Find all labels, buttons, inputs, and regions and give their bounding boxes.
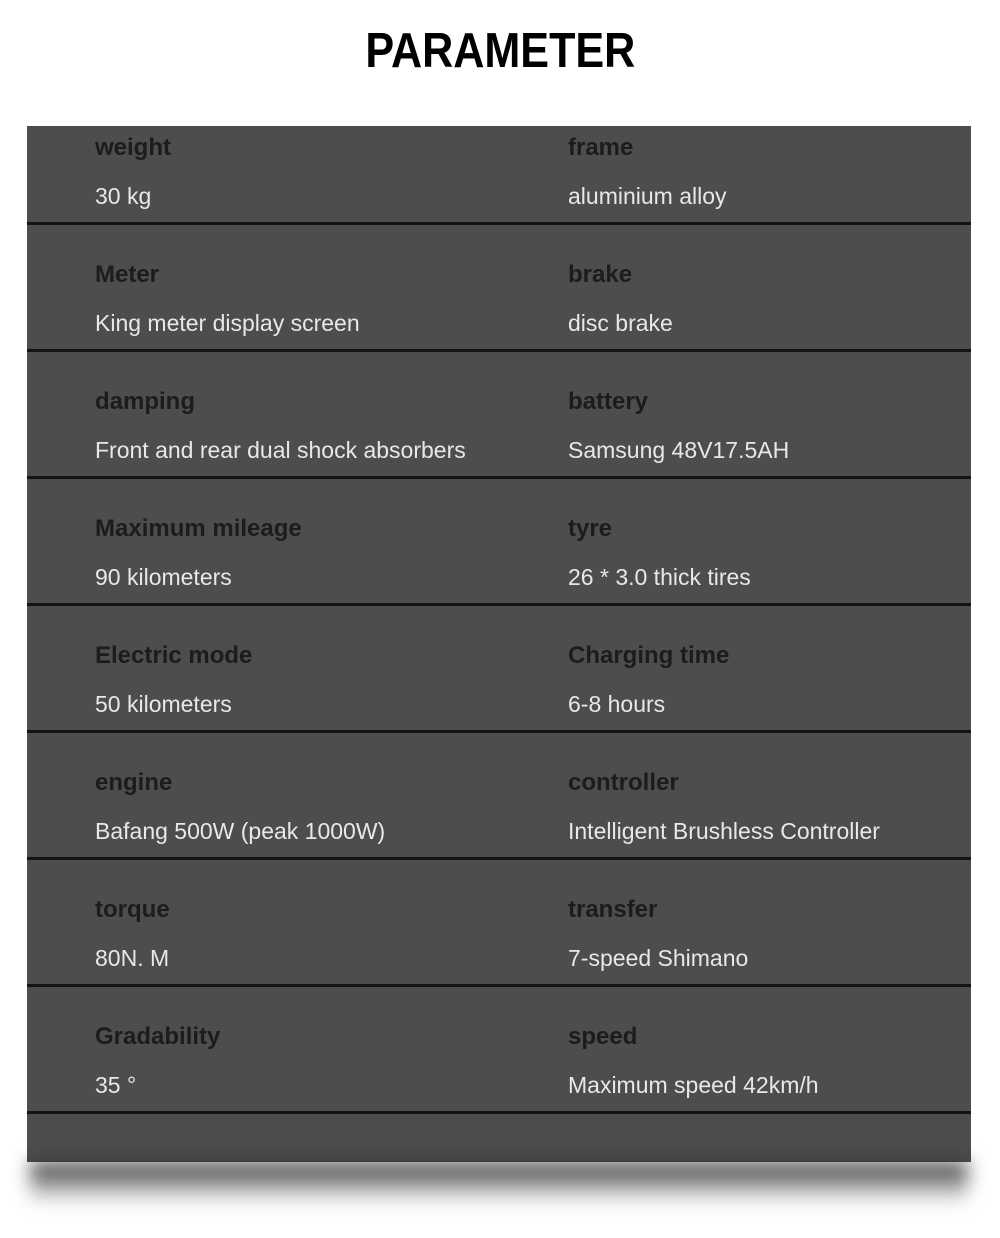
spec-value: 90 kilometers (95, 564, 232, 590)
spec-label: torque (95, 896, 170, 923)
spec-cell-meter (27, 261, 568, 337)
spec-label: Maximum mileage (95, 515, 302, 542)
spec-row-mileage-tyre (27, 479, 971, 606)
spec-label: transfer (568, 896, 658, 923)
spec-row-gradability-speed (27, 987, 971, 1114)
spec-value: 80N. M (95, 945, 170, 971)
spec-value: Intelligent Brushless Controller (568, 818, 880, 844)
spec-value: 26 * 3.0 thick tires (568, 564, 751, 590)
spec-label: Meter (95, 261, 160, 288)
spec-cell-damping (27, 388, 568, 464)
spec-row-engine-controller (27, 733, 971, 860)
spec-label: Gradability (95, 1023, 221, 1050)
page-title: PARAMETER (365, 24, 635, 78)
spec-cell-controller (568, 769, 971, 845)
spec-cell-maximum-mileage (27, 515, 568, 591)
page-header (0, 0, 1000, 78)
spec-value: 7-speed Shimano (568, 945, 749, 971)
spec-row-meter-brake (27, 225, 971, 352)
spec-value: Front and rear dual shock absorbers (95, 437, 466, 463)
spec-label: brake (568, 261, 633, 288)
spec-cell-battery (568, 388, 971, 464)
spec-label: Electric mode (95, 642, 253, 669)
spec-cell-gradability (27, 1023, 568, 1099)
spec-value: 6-8 hours (568, 691, 666, 717)
spec-label: battery (568, 388, 649, 415)
spec-cell-brake (568, 261, 971, 337)
spec-cell-transfer (568, 896, 971, 972)
spec-cell-speed (568, 1023, 971, 1099)
spec-value: Samsung 48V17.5AH (568, 437, 790, 463)
spec-cell-engine (27, 769, 568, 845)
spec-cell-frame (568, 134, 971, 210)
spec-label: controller (568, 769, 679, 796)
spec-value: Bafang 500W (peak 1000W) (95, 818, 386, 844)
spec-cell-tyre (568, 515, 971, 591)
parameter-table (27, 126, 971, 1162)
spec-row-electricmode-charging (27, 606, 971, 733)
spec-label: engine (95, 769, 173, 796)
spec-value: disc brake (568, 310, 673, 336)
spec-row-damping-battery (27, 352, 971, 479)
panel-footer (27, 1114, 971, 1162)
spec-value: aluminium alloy (568, 183, 727, 209)
spec-label: weight (95, 134, 171, 161)
spec-value: Maximum speed 42km/h (568, 1072, 819, 1098)
spec-value: 35 ° (95, 1072, 137, 1098)
spec-label: tyre (568, 515, 613, 542)
spec-cell-charging-time (568, 642, 971, 718)
spec-row-weight-frame (27, 126, 971, 225)
spec-cell-weight (27, 134, 568, 210)
spec-cell-electric-mode (27, 642, 568, 718)
spec-cell-torque (27, 896, 568, 972)
spec-row-torque-transfer (27, 860, 971, 987)
spec-value: 50 kilometers (95, 691, 232, 717)
spec-label: speed (568, 1023, 638, 1050)
spec-label: Charging time (568, 642, 730, 669)
spec-value: King meter display screen (95, 310, 360, 336)
spec-value: 30 kg (95, 183, 152, 209)
spec-label: frame (568, 134, 634, 161)
spec-label: damping (95, 388, 195, 415)
